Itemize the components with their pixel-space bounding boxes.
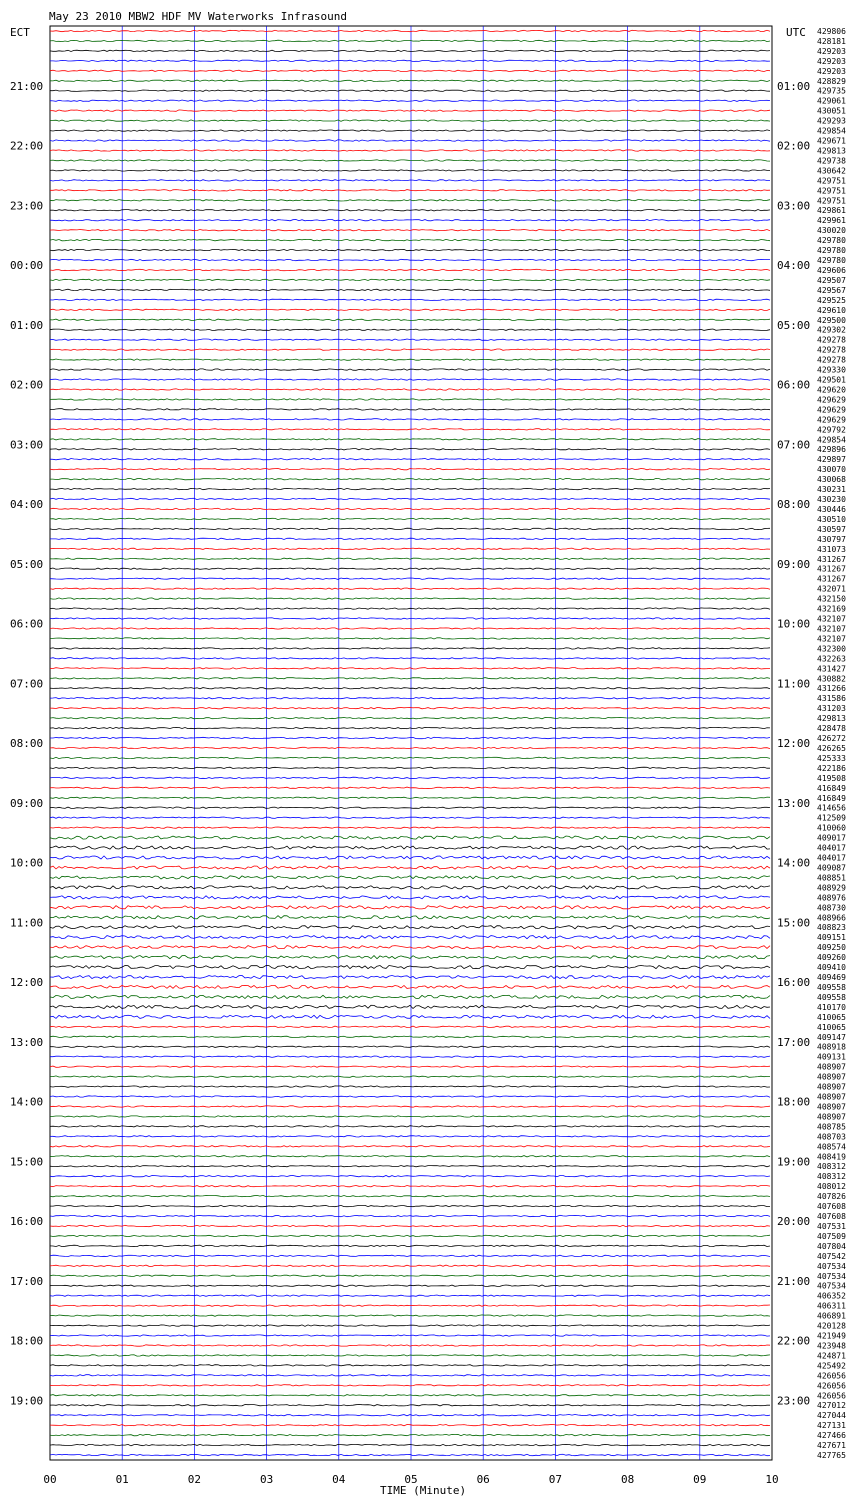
row-value-label: 408703 <box>817 1132 846 1142</box>
utc-hour-label: 02:00 <box>777 139 811 153</box>
row-value-label: 414656 <box>817 803 846 813</box>
row-value-label: 408907 <box>817 1112 846 1122</box>
row-value-label: 416849 <box>817 783 846 793</box>
row-value-label: 422186 <box>817 763 846 773</box>
utc-hour-label: 21:00 <box>777 1274 811 1288</box>
row-value-label: 408785 <box>817 1122 846 1132</box>
row-value-label: 429806 <box>817 27 846 36</box>
row-value-label: 429813 <box>817 146 846 156</box>
utc-hour-label: 18:00 <box>777 1095 811 1109</box>
row-value-label: 426272 <box>817 734 846 743</box>
row-value-label: 409017 <box>817 833 846 843</box>
ect-hour-label: 10:00 <box>10 856 44 870</box>
row-value-label: 427044 <box>817 1411 846 1421</box>
utc-hour-label: 05:00 <box>777 318 811 332</box>
row-value-label: 429620 <box>817 385 846 395</box>
row-value-label: 409151 <box>817 933 846 943</box>
row-value-label: 406352 <box>817 1291 846 1301</box>
row-value-label: 410065 <box>817 1022 846 1032</box>
row-value-label: 426056 <box>817 1381 846 1391</box>
row-value-label: 407826 <box>817 1192 846 1202</box>
row-value-label: 429813 <box>817 714 846 724</box>
row-value-label: 407534 <box>817 1281 846 1291</box>
row-value-label: 429896 <box>817 445 846 455</box>
utc-hour-label: 14:00 <box>777 856 811 870</box>
row-value-label: 409558 <box>817 983 846 992</box>
row-value-label: 408312 <box>817 1172 846 1182</box>
row-value-label: 410065 <box>817 1012 846 1022</box>
utc-hour-label: 07:00 <box>777 438 811 452</box>
ect-hour-label: 09:00 <box>10 796 44 810</box>
row-value-label: 423948 <box>817 1341 846 1351</box>
x-tick-label: 10 <box>765 1473 779 1486</box>
x-tick-label: 02 <box>187 1473 202 1486</box>
row-value-label: 408851 <box>817 873 846 883</box>
ect-hour-label: 03:00 <box>10 438 44 452</box>
row-value-label: 404017 <box>817 843 846 853</box>
row-value-label: 410170 <box>817 1002 846 1012</box>
ect-hour-label: 23:00 <box>10 199 44 213</box>
row-value-label: 429792 <box>817 425 846 435</box>
ect-hour-label: 21:00 <box>10 79 44 93</box>
row-value-label: 408012 <box>817 1182 846 1192</box>
utc-hour-label: 20:00 <box>777 1215 811 1228</box>
row-value-label: 429302 <box>817 325 846 335</box>
ect-hour-label: 11:00 <box>10 916 44 930</box>
row-value-label: 429751 <box>817 176 846 186</box>
row-value-label: 406891 <box>817 1311 846 1321</box>
row-value-label: 432107 <box>817 624 846 634</box>
row-value-label: 428829 <box>817 76 846 86</box>
utc-hour-label: 17:00 <box>777 1035 811 1049</box>
utc-axis-label: UTC <box>786 26 806 39</box>
row-value-label: 425333 <box>817 753 846 763</box>
row-value-label: 429567 <box>817 285 846 295</box>
row-value-label: 407531 <box>817 1222 846 1231</box>
row-value-label: 432107 <box>817 614 846 624</box>
row-value-label: 419508 <box>817 773 846 783</box>
row-value-label: 429501 <box>817 375 846 385</box>
row-value-label: 409469 <box>817 973 846 982</box>
x-tick-label: 07 <box>548 1473 563 1486</box>
row-value-labels <box>817 27 846 1460</box>
ect-hour-label: 18:00 <box>10 1334 44 1348</box>
ect-hour-label: 15:00 <box>10 1155 44 1169</box>
row-value-label: 430230 <box>817 495 846 504</box>
row-value-label: 429606 <box>817 266 846 275</box>
row-value-label: 430068 <box>817 475 846 485</box>
row-value-label: 408907 <box>817 1072 846 1082</box>
row-value-label: 408907 <box>817 1092 846 1102</box>
row-value-label: 424871 <box>817 1351 846 1361</box>
row-value-label: 429780 <box>817 246 846 256</box>
ect-hour-label: 05:00 <box>10 557 44 571</box>
row-value-label: 408312 <box>817 1162 846 1172</box>
row-value-label: 409250 <box>817 943 846 953</box>
row-value-label: 429735 <box>817 86 846 96</box>
row-value-label: 429861 <box>817 206 846 216</box>
row-value-label: 407534 <box>817 1261 846 1271</box>
row-value-label: 429897 <box>817 455 846 465</box>
row-value-label: 404017 <box>817 853 846 863</box>
row-value-label: 429330 <box>817 365 846 375</box>
ect-hour-label: 02:00 <box>10 378 44 392</box>
ect-hour-label: 22:00 <box>10 139 44 153</box>
row-value-label: 431267 <box>817 564 846 574</box>
row-value-label: 431267 <box>817 554 846 564</box>
row-value-label: 431073 <box>817 544 846 554</box>
x-tick-label: 04 <box>332 1473 346 1486</box>
utc-hour-label: 04:00 <box>777 259 811 272</box>
row-value-label: 408966 <box>817 913 846 923</box>
row-value-label: 416849 <box>817 793 846 803</box>
row-value-label: 427466 <box>817 1431 846 1441</box>
row-value-label: 429610 <box>817 305 846 315</box>
row-value-label: 408574 <box>817 1142 846 1152</box>
row-value-label: 409087 <box>817 863 846 873</box>
row-value-label: 406311 <box>817 1301 846 1311</box>
row-value-label: 429780 <box>817 236 846 246</box>
row-value-label: 429671 <box>817 136 846 146</box>
utc-hour-label: 03:00 <box>777 199 811 213</box>
row-value-label: 429278 <box>817 355 846 365</box>
row-value-label: 429961 <box>817 216 846 226</box>
row-value-label: 432169 <box>817 604 846 614</box>
row-value-label: 409260 <box>817 953 846 963</box>
row-value-label: 429203 <box>817 66 846 76</box>
utc-hour-label: 09:00 <box>777 557 811 571</box>
row-value-label: 407542 <box>817 1251 846 1261</box>
row-value-label: 429293 <box>817 116 846 126</box>
x-tick-label: 03 <box>259 1473 274 1486</box>
row-value-label: 429507 <box>817 275 846 285</box>
row-value-label: 410060 <box>817 823 846 833</box>
row-value-label: 429278 <box>817 335 846 345</box>
utc-hour-label: 08:00 <box>777 498 811 511</box>
row-value-label: 426056 <box>817 1371 846 1381</box>
row-value-label: 430446 <box>817 505 846 514</box>
row-value-label: 407509 <box>817 1231 846 1241</box>
row-value-label: 430882 <box>817 674 846 684</box>
row-value-label: 429525 <box>817 295 846 305</box>
chart-title: May 23 2010 MBW2 HDF MV Waterworks Infrasound <box>49 10 348 23</box>
ect-hour-label: 19:00 <box>10 1394 44 1408</box>
row-value-label: 427671 <box>817 1441 846 1451</box>
row-value-label: 407608 <box>817 1212 846 1221</box>
plot-area <box>50 26 772 1460</box>
row-value-label: 429854 <box>817 126 846 136</box>
ect-hour-label: 01:00 <box>10 318 44 332</box>
row-value-label: 431586 <box>817 694 846 704</box>
row-value-label: 408918 <box>817 1042 846 1052</box>
row-value-label: 430070 <box>817 465 846 475</box>
row-value-label: 429751 <box>817 186 846 196</box>
row-value-label: 426056 <box>817 1391 846 1401</box>
utc-hour-label: 23:00 <box>777 1394 811 1408</box>
row-value-label: 408419 <box>817 1152 846 1162</box>
row-value-label: 431203 <box>817 704 846 714</box>
ect-hour-label: 12:00 <box>10 976 44 989</box>
ect-axis-label: ECT <box>10 26 30 39</box>
ect-hour-labels <box>10 80 43 1408</box>
row-value-label: 427131 <box>817 1421 846 1431</box>
row-value-label: 429629 <box>817 415 846 425</box>
utc-hour-label: 10:00 <box>777 617 811 631</box>
row-value-label: 421949 <box>817 1331 846 1341</box>
row-value-label: 429854 <box>817 435 846 445</box>
row-value-label: 430051 <box>817 106 846 116</box>
row-value-label: 408929 <box>817 883 846 893</box>
row-value-label: 430020 <box>817 226 846 236</box>
utc-hour-label: 11:00 <box>777 677 811 691</box>
utc-hour-label: 19:00 <box>777 1155 811 1169</box>
row-value-label: 429629 <box>817 405 846 415</box>
ect-hour-label: 07:00 <box>10 677 44 691</box>
row-value-label: 429738 <box>817 156 846 166</box>
ect-hour-label: 14:00 <box>10 1095 44 1109</box>
x-tick-label: 00 <box>43 1473 57 1486</box>
utc-hour-label: 06:00 <box>777 378 811 392</box>
ect-hour-label: 17:00 <box>10 1274 44 1288</box>
row-value-label: 407804 <box>817 1241 846 1251</box>
ect-hour-label: 08:00 <box>10 737 44 750</box>
x-tick-label: 08 <box>620 1473 635 1486</box>
row-value-label: 407608 <box>817 1202 846 1212</box>
utc-hour-label: 16:00 <box>777 976 811 989</box>
row-value-label: 430642 <box>817 166 846 176</box>
row-value-label: 408823 <box>817 923 846 933</box>
ect-hour-label: 16:00 <box>10 1215 44 1228</box>
row-value-label: 409410 <box>817 963 846 973</box>
x-tick-label: 09 <box>693 1473 707 1486</box>
ect-hour-label: 00:00 <box>10 259 44 272</box>
row-value-label: 425492 <box>817 1361 846 1371</box>
row-value-label: 431267 <box>817 574 846 584</box>
utc-hour-label: 13:00 <box>777 796 811 810</box>
row-value-label: 429203 <box>817 56 846 66</box>
row-value-label: 429278 <box>817 345 846 355</box>
row-value-label: 408907 <box>817 1082 846 1092</box>
row-value-label: 428478 <box>817 724 846 734</box>
ect-hour-label: 06:00 <box>10 617 44 631</box>
row-value-label: 430510 <box>817 514 846 524</box>
row-value-label: 430797 <box>817 534 846 544</box>
row-value-label: 426265 <box>817 744 846 753</box>
row-value-label: 429500 <box>817 315 846 325</box>
row-value-label: 429751 <box>817 196 846 206</box>
row-value-label: 428181 <box>817 36 846 46</box>
row-value-label: 430597 <box>817 524 846 534</box>
row-value-label: 432150 <box>817 594 846 604</box>
utc-hour-label: 15:00 <box>777 916 811 930</box>
row-value-label: 409558 <box>817 992 846 1002</box>
row-value-label: 409147 <box>817 1032 846 1042</box>
row-value-label: 432071 <box>817 584 846 594</box>
ect-hour-label: 04:00 <box>10 498 44 511</box>
utc-hour-label: 22:00 <box>777 1334 811 1348</box>
utc-hour-label: 12:00 <box>777 737 811 750</box>
row-value-label: 408907 <box>817 1062 846 1072</box>
row-value-label: 408976 <box>817 893 846 903</box>
row-value-label: 409131 <box>817 1052 846 1062</box>
row-value-label: 429061 <box>817 96 846 106</box>
row-value-label: 407534 <box>817 1271 846 1281</box>
row-value-label: 432263 <box>817 654 846 664</box>
x-axis-label: TIME (Minute) <box>380 1484 467 1497</box>
row-value-label: 430231 <box>817 485 846 495</box>
row-value-label: 431427 <box>817 664 846 674</box>
row-value-label: 429629 <box>817 395 846 405</box>
x-tick-label: 06 <box>476 1473 490 1486</box>
row-value-label: 408907 <box>817 1102 846 1112</box>
row-value-label: 427765 <box>817 1451 846 1460</box>
row-value-label: 412509 <box>817 813 846 823</box>
utc-hour-label: 01:00 <box>777 79 811 93</box>
x-tick-label: 05 <box>404 1473 418 1486</box>
utc-hour-labels <box>777 80 810 1408</box>
row-value-label: 431266 <box>817 684 846 694</box>
row-value-label: 427012 <box>817 1401 846 1411</box>
row-value-label: 432107 <box>817 634 846 644</box>
row-value-label: 408730 <box>817 903 846 913</box>
row-value-label: 429780 <box>817 256 846 265</box>
row-value-label: 432300 <box>817 644 846 654</box>
x-tick-label: 01 <box>115 1473 129 1486</box>
row-value-label: 429203 <box>817 46 846 56</box>
ect-hour-label: 13:00 <box>10 1035 44 1049</box>
row-value-label: 420128 <box>817 1321 846 1331</box>
